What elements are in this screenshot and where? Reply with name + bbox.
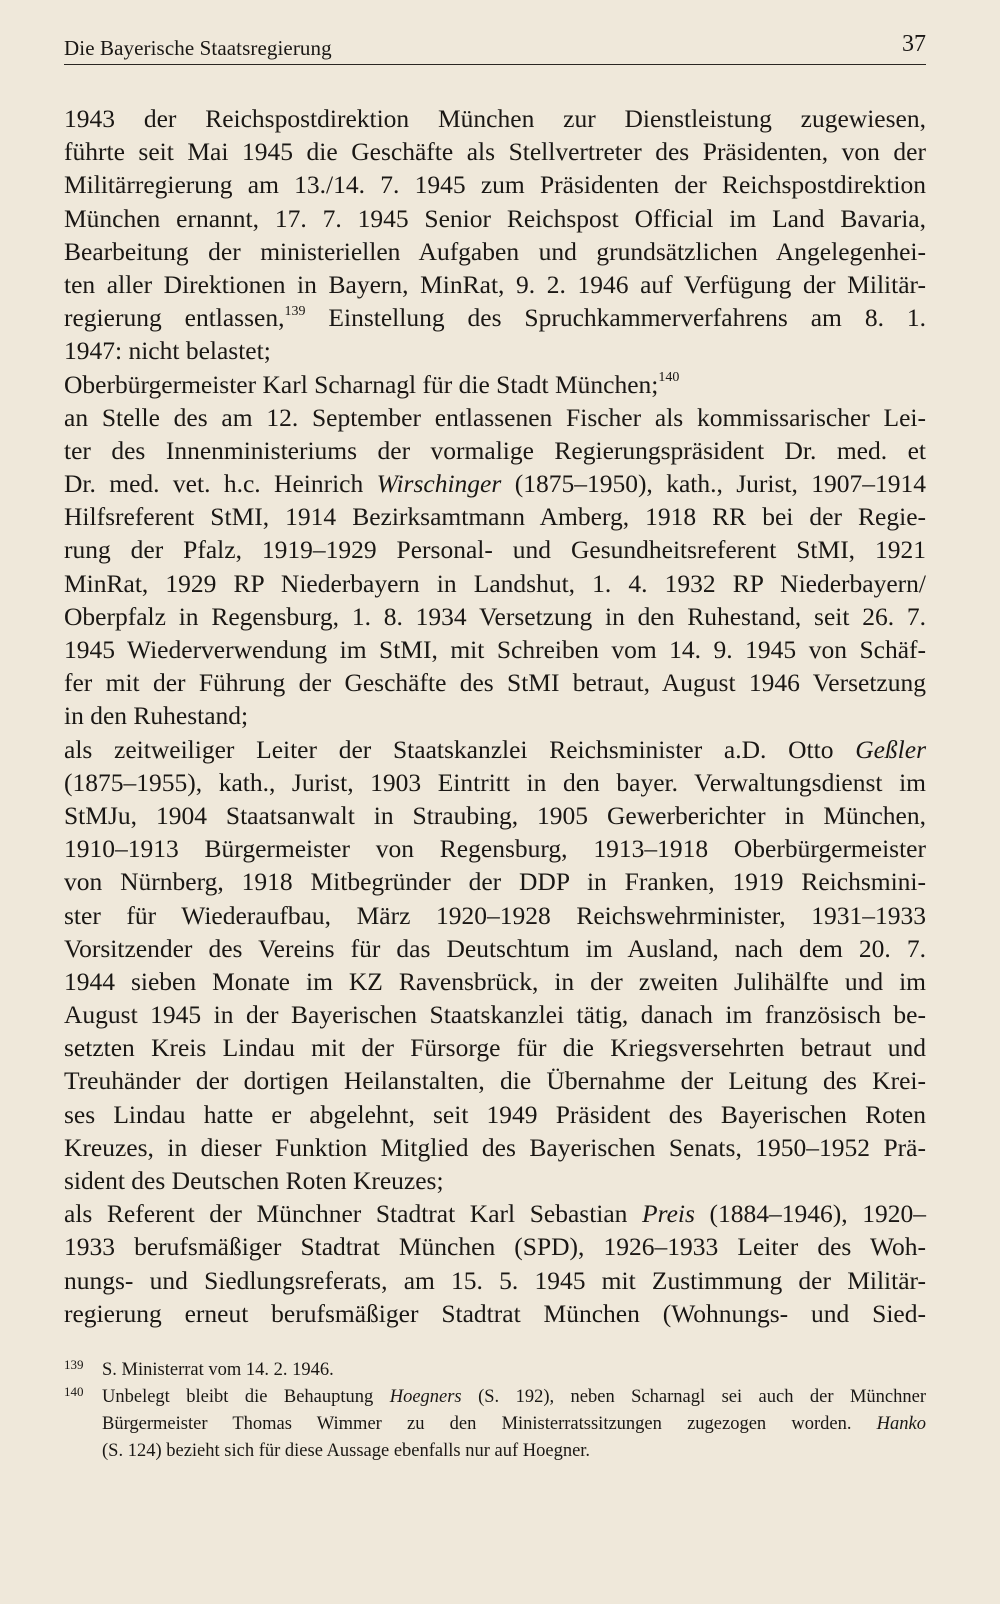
person-name: Geßler <box>855 734 926 764</box>
page-header <box>64 30 926 65</box>
text-line: regierung erneut berufsmäßiger Stadtrat München (Wohnungs- und Sied- <box>64 1298 926 1328</box>
text-line: 1933 berufsmäßiger Stadtrat München (SPD), 1926–1933 Leiter des Woh- <box>64 1232 926 1262</box>
text-line: führte seit Mai 1945 die Geschäfte als Stellvertreter des Präsidenten, von der <box>64 137 926 167</box>
text-line: von Nürnberg, 1918 Mitbegründer der DDP in Franken, 1919 Reichsmini- <box>64 867 926 897</box>
footnote-text-line <box>102 1411 926 1438</box>
text-line: ster für Wiederaufbau, März 1920–1928 Reichswehrminister, 1931–1933 <box>64 900 926 930</box>
text-line: 1945 Wiederverwendung im StMI, mit Schreiben vom 14. 9. 1945 von Schäf- <box>64 635 926 664</box>
text-line: setzten Kreis Lindau mit der Fürsorge für die Kriegsversehrten betraut und <box>64 1033 926 1063</box>
running-head: Die Bayerische Staatsregierung <box>64 36 332 60</box>
author-name: Hoegners <box>389 1387 462 1407</box>
text-line: an Stelle des am 12. September entlassenen Fischer als kommissarischer Lei- <box>64 402 926 432</box>
text-line: in den Ruhestand; <box>64 701 249 731</box>
text-line: (1875–1955), kath., Jurist, 1903 Eintritt in den bayer. Verwaltungsdienst im <box>64 767 926 797</box>
text-line: August 1945 in der Bayerischen Staatskanzlei tätig, danach im französisch be- <box>64 1000 926 1030</box>
text-line <box>64 733 926 766</box>
text-line: sident des Deutschen Roten Kreuzes; <box>64 1166 444 1195</box>
text-segment: regierung entlassen, <box>64 303 285 333</box>
text-segment: Dr. med. vet. h.c. Heinrich <box>64 469 364 499</box>
footnote-140 <box>64 1384 926 1465</box>
page-number: 37 <box>902 31 926 57</box>
text-segment: als Referent der Münchner Stadtrat Karl Sebastian <box>64 1199 628 1229</box>
text-line: 1943 der Reichspostdirektion München zur Dienstleistung zugewiesen, <box>64 104 926 133</box>
footnotes <box>64 1357 926 1465</box>
footnote-ref-139: 139 <box>284 303 306 319</box>
text-line: rung der Pfalz, 1919–1929 Personal- und Gesundheitsreferent StMI, 1921 <box>64 535 926 565</box>
footnote-ref-140: 140 <box>658 370 680 385</box>
author-name: Hanko <box>876 1414 926 1434</box>
text-line: nungs- und Siedlungsreferats, am 15. 5. 1945 mit Zustimmung der Militär- <box>64 1265 926 1295</box>
text-line <box>64 467 926 500</box>
footnote-text-line: (S. 124) bezieht sich für diese Aussage ebenfalls nur auf Hoegner. <box>102 1441 591 1461</box>
footnote-139 <box>64 1357 926 1384</box>
text-line: ter des Innenministeriums der vormalige Regierungspräsident Dr. med. et <box>64 435 926 465</box>
text-line <box>64 368 926 401</box>
text-segment: als zeitweiliger Leiter der Staatskanzlei Reichsminister a.D. Otto <box>64 734 834 764</box>
text-line: MinRat, 1929 RP Niederbayern in Landshut, 1. 4. 1932 RP Niederbayern/ <box>64 568 926 598</box>
text-line: Kreuzes, in dieser Funktion Mitglied des Bayerischen Senats, 1950–1952 Prä- <box>64 1132 926 1162</box>
text-line: ses Lindau hatte er abgelehnt, seit 1949 Präsident des Bayerischen Roten <box>64 1099 926 1129</box>
person-name: Wirschinger <box>376 469 502 499</box>
text-line: Oberpfalz in Regensburg, 1. 8. 1934 Versetzung in den Ruhestand, seit 26. 7. <box>64 601 926 631</box>
text-segment: Bürgermeister Thomas Wimmer zu den Ministerratssitzungen zugezogen worden. <box>102 1414 852 1434</box>
text-line: 1944 sieben Monate im KZ Ravensbrück, in der zweiten Julihälfte und im <box>64 966 926 996</box>
text-line: 1910–1913 Bürgermeister von Regensburg, 1913–1918 Oberbürgermeister <box>64 834 926 864</box>
footnote-number: 140 <box>64 1384 84 1399</box>
text-line <box>64 1197 926 1230</box>
text-line <box>64 301 926 334</box>
text-segment: (1875–1950), kath., Jurist, 1907–1914 <box>514 469 926 499</box>
text-line: Vorsitzender des Vereins für das Deutschtum im Ausland, nach dem 20. 7. <box>64 933 926 963</box>
text-line: Bearbeitung der ministeriellen Aufgaben und grundsätzlichen Angelegenhei- <box>64 236 926 266</box>
text-segment: Oberbürgermeister Karl Scharnagl für die Stadt München; <box>64 369 659 399</box>
text-segment: Einstellung des Spruchkammerverfahrens am 8. 1. <box>328 303 926 333</box>
text-line: München ernannt, 17. 7. 1945 Senior Reichspost Official im Land Bavaria, <box>64 203 926 233</box>
text-segment: (S. 192), neben Scharnagl sei auch der Münchner <box>478 1387 927 1407</box>
footnote-text: S. Ministerrat vom 14. 2. 1946. <box>102 1360 334 1380</box>
text-line: fer mit der Führung der Geschäfte des StMI betraut, August 1946 Versetzung <box>64 668 926 698</box>
text-line: ten aller Direktionen in Bayern, MinRat, 9. 2. 1946 auf Verfügung der Militär- <box>64 269 926 299</box>
text-segment: Unbelegt bleibt die Behauptung <box>102 1387 374 1407</box>
text-line: Hilfsreferent StMI, 1914 Bezirksamtmann Amberg, 1918 RR bei der Regie- <box>64 502 926 532</box>
text-line: Militärregierung am 13./14. 7. 1945 zum Präsidenten der Reichspostdirektion <box>64 170 926 200</box>
footnote-text-line <box>102 1384 926 1411</box>
footnote-number: 139 <box>64 1357 84 1372</box>
text-segment: (1884–1946), 1920– <box>709 1199 927 1229</box>
text-line: StMJu, 1904 Staatsanwalt in Straubing, 1905 Gewerberichter in München, <box>64 800 926 830</box>
main-text <box>64 102 926 1330</box>
text-line: 1947: nicht belastet; <box>64 336 271 366</box>
person-name: Preis <box>642 1199 695 1229</box>
text-line: Treuhänder der dortigen Heilanstalten, die Übernahme der Leitung des Krei- <box>64 1066 926 1096</box>
